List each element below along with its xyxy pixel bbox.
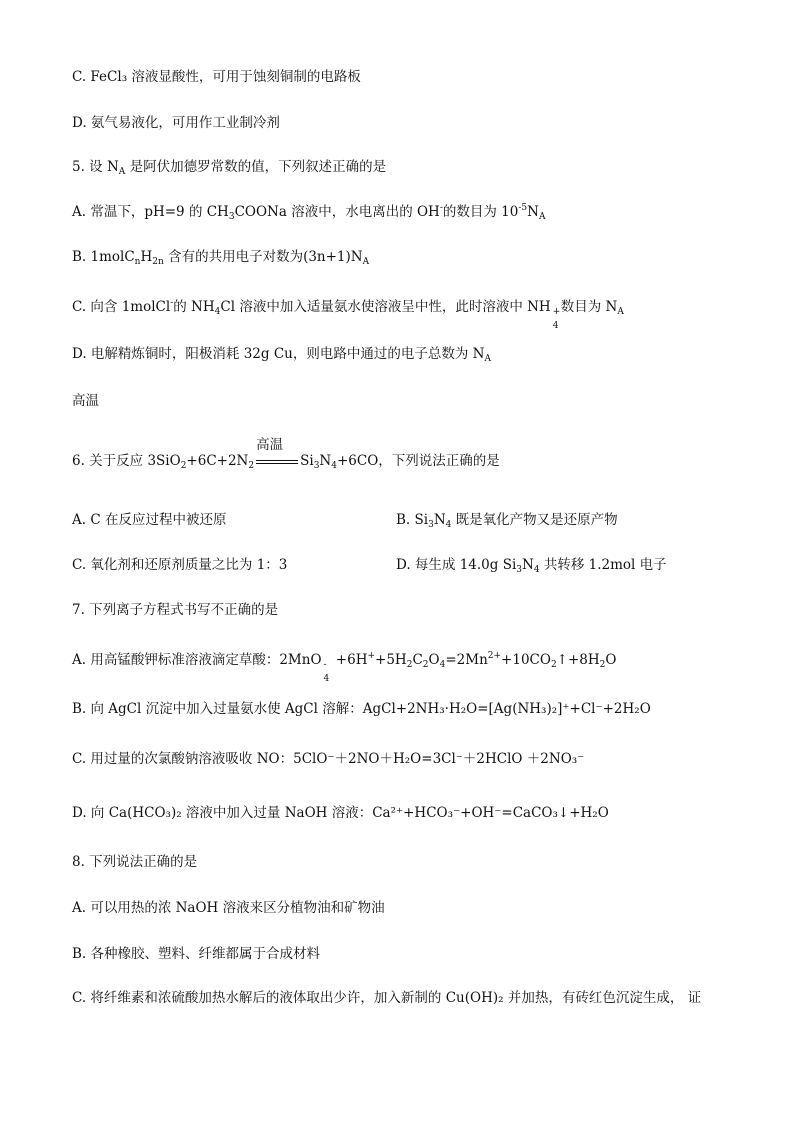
q6-option-b: B. $Si_3N_4$ 既是氧化产物又是还原产物 bbox=[396, 512, 618, 530]
q7-option-a: A. 用高锰酸钾标准溶液滴定草酸：2MnO - 4 $+6H^++5H_2C_2O_4=2Mn^{2+}+10CO_2↑+8H_2O$ bbox=[72, 651, 617, 684]
q5-option-d: D. 电解精炼铜时，阳极消耗 32g Cu，则电路中通过的电子总数为 $N_A$ bbox=[72, 346, 491, 364]
reaction-condition: 高温 bbox=[254, 452, 300, 470]
q5-option-c: C. 向含 1molCl-的 $NH_4Cl$ 溶液中加入适量氨水使溶液呈中性，此时溶液中 NH + 4 数目为 $N_A$ bbox=[72, 298, 624, 331]
q7-option-b: B. 向 AgCl 沉淀中加入过量氨水使 AgCl 溶解：AgCl+2NH₃·H₂O=[Ag(NH₃)₂]⁺+Cl⁻+2H₂O bbox=[72, 701, 651, 717]
q6-options-row2 bbox=[72, 556, 722, 574]
q6-option-d: D. 每生成 14.0g $Si_3N_4$ 共转移 1.2mol 电子 bbox=[396, 557, 667, 575]
q6-options-row1 bbox=[72, 511, 722, 529]
q7-option-c: C. 用过量的次氯酸钠溶液吸收 NO：5ClO⁻＋2NO＋H₂O=3Cl⁻＋2HClO ＋2NO₃⁻ bbox=[72, 751, 585, 767]
q5-option-a: A. 常温下，pH=9 的 $CH_3COONa$ 溶液中，水电离出的 OH-的数目为 $10^{-5}N_A$ bbox=[72, 203, 546, 222]
q6-option-a: A. C 在反应过程中被还原 bbox=[72, 512, 227, 528]
q8-option-b: B. 各种橡胶、塑料、纤维都属于合成材料 bbox=[72, 946, 321, 962]
q8-option-a: A. 可以用热的浓 NaOH 溶液来区分植物油和矿物油 bbox=[72, 900, 385, 916]
q4-option-c: C. FeCl₃ 溶液显酸性，可用于蚀刻铜制的电路板 bbox=[72, 69, 361, 85]
stray-label: 高温 bbox=[72, 393, 99, 409]
q5-stem: 5. 设 $N_A$ 是阿伏加德罗常数的值，下列叙述正确的是 bbox=[72, 159, 387, 177]
q7-option-d: D. 向 Ca(HCO₃)₂ 溶液中加入过量 NaOH 溶液：Ca²⁺+HCO₃⁻+OH⁻=CaCO₃↓+H₂O bbox=[72, 805, 609, 821]
q4-option-d: D. 氨气易液化，可用作工业制冷剂 bbox=[72, 115, 280, 131]
q6-option-c: C. 氧化剂和还原剂质量之比为 1：3 bbox=[72, 557, 288, 573]
q8-stem: 8. 下列说法正确的是 bbox=[72, 854, 198, 870]
q6-stem: 6. 关于反应 $3SiO_2+6C+2N_2$ 高温 $Si_3N_4+6CO$，下列说法正确的是 bbox=[72, 437, 500, 471]
q5-option-b: B. $1molC_nH_{2n}$ 含有的共用电子对数为$(3n+1)N_A$ bbox=[72, 249, 370, 267]
q7-stem: 7. 下列离子方程式书写不正确的是 bbox=[72, 602, 279, 618]
q8-option-c: C. 将纤维素和浓硫酸加热水解后的液体取出少许，加入新制的 Cu(OH)₂ 并加热，有砖红色沉淀生成， 证 bbox=[72, 990, 702, 1006]
